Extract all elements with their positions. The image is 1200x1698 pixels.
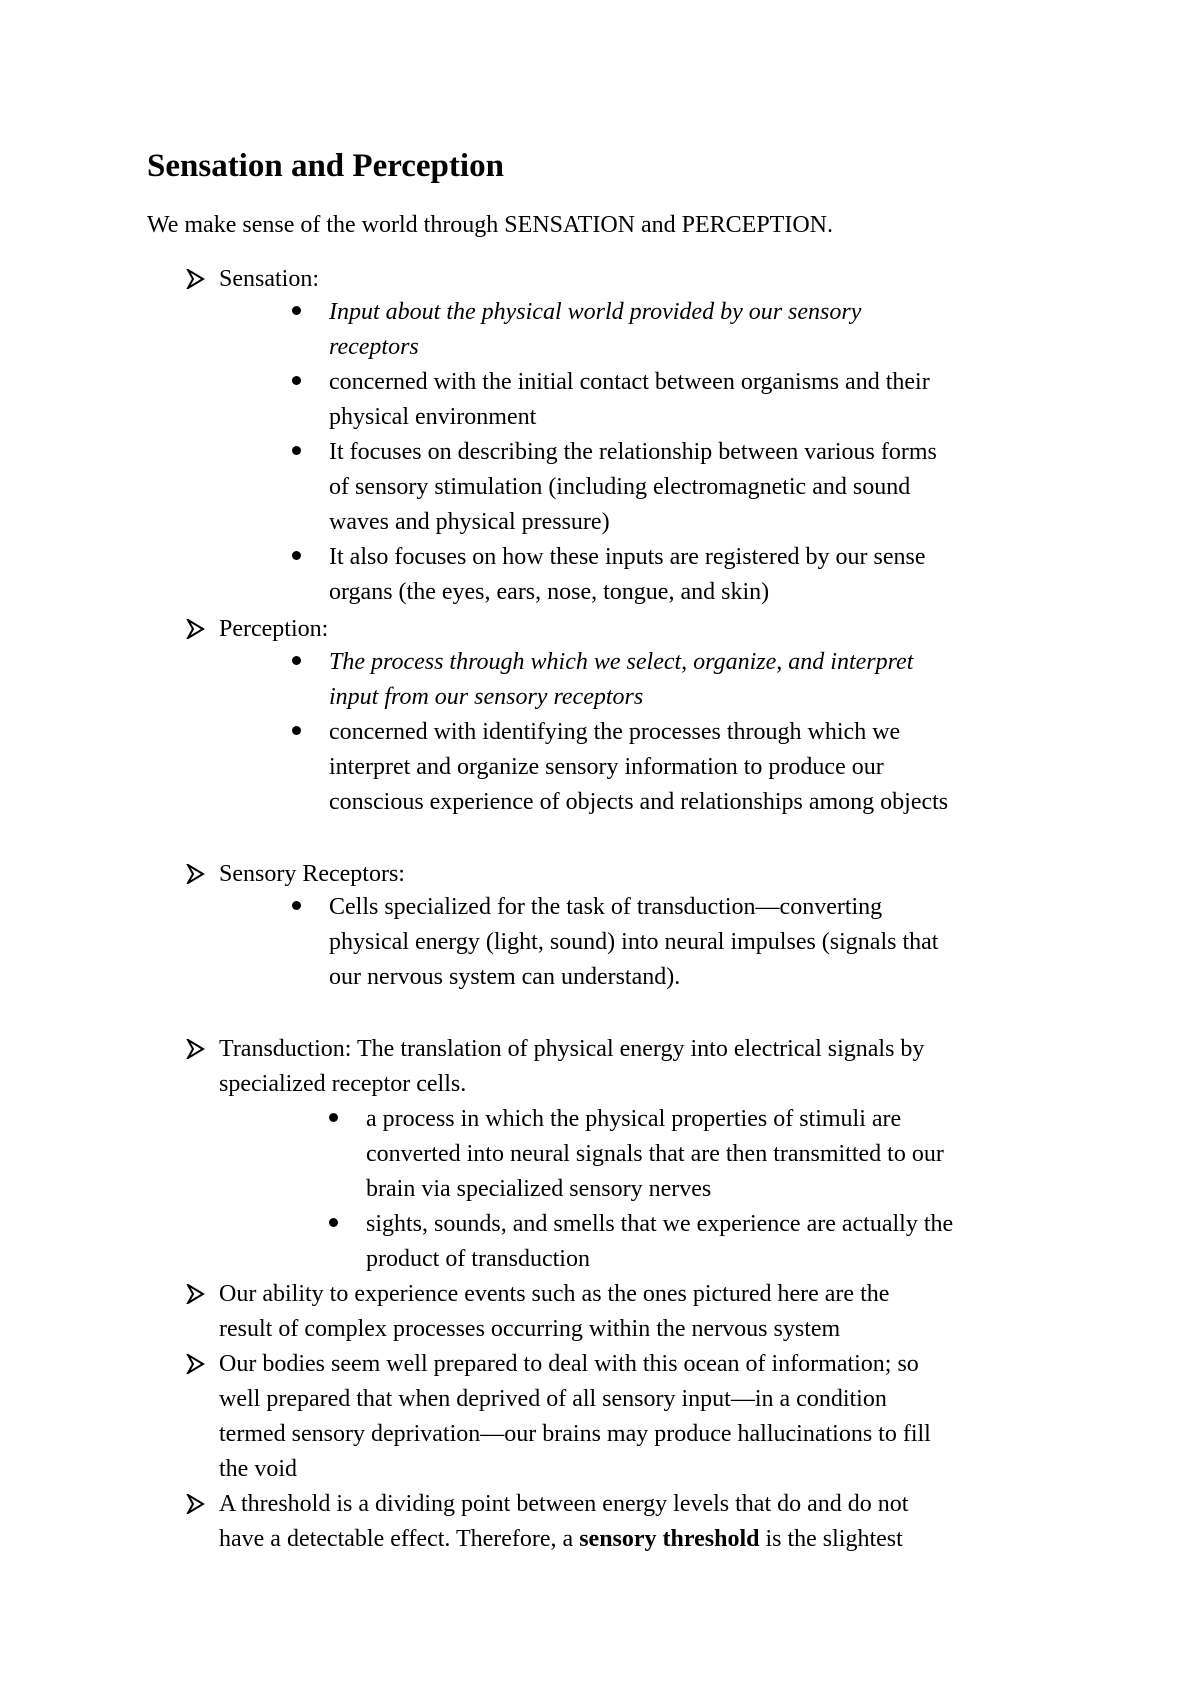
bullet-dot-icon	[292, 656, 301, 665]
sensation-bullet-1-line-2: receptors	[329, 334, 419, 360]
perception-bullet-2-line-2: interpret and organize sensory information to produce our	[329, 754, 884, 780]
bodies-line-2: well prepared that when deprived of all sensory input—in a condition	[219, 1386, 887, 1412]
bodies-line-3: termed sensory deprivation—our brains may produce hallucinations to fill	[219, 1421, 931, 1447]
transduction-bullet-2-line-2: product of transduction	[366, 1246, 590, 1272]
ability-line-1: Our ability to experience events such as the ones pictured here are the	[219, 1281, 890, 1307]
bullet-dot-icon	[292, 376, 301, 385]
intro-paragraph: We make sense of the world through SENSATION and PERCEPTION.	[147, 212, 833, 238]
bullet-dot-icon	[329, 1218, 338, 1227]
sensation-bullet-4-line-1: It also focuses on how these inputs are registered by our sense	[329, 544, 926, 570]
document-title: Sensation and Perception	[147, 148, 504, 184]
sensation-bullet-2-line-2: physical environment	[329, 404, 537, 430]
threshold-line-1: A threshold is a dividing point between energy levels that do and do not	[219, 1491, 909, 1517]
ability-line-2: result of complex processes occurring within the nervous system	[219, 1316, 841, 1342]
transduction-line-1: Transduction: The translation of physical energy into electrical signals by	[219, 1036, 925, 1062]
arrow-bullet-icon	[185, 1039, 205, 1059]
threshold-line-2	[219, 1522, 903, 1557]
transduction-line-2: specialized receptor cells.	[219, 1071, 467, 1097]
perception-bullet-1-line-2: input from our sensory receptors	[329, 684, 644, 710]
transduction-bullet-1-line-3: brain via specialized sensory nerves	[366, 1176, 712, 1202]
bullet-dot-icon	[292, 446, 301, 455]
receptors-bullet-1-line-1: Cells specialized for the task of transduction—converting	[329, 894, 883, 920]
receptors-bullet-1-line-2: physical energy (light, sound) into neural impulses (signals that	[329, 929, 939, 955]
sensation-bullet-3-line-3: waves and physical pressure)	[329, 509, 610, 535]
arrow-bullet-icon	[185, 1494, 205, 1514]
transduction-bullet-1-line-2: converted into neural signals that are then transmitted to our	[366, 1141, 944, 1167]
bodies-line-4: the void	[219, 1456, 297, 1482]
arrow-bullet-icon	[185, 269, 205, 289]
perception-heading: Perception:	[219, 616, 329, 642]
arrow-bullet-icon	[185, 1284, 205, 1304]
threshold-line-2-end: is the slightest	[759, 1526, 903, 1552]
perception-bullet-2-line-3: conscious experience of objects and relationships among objects	[329, 789, 949, 815]
transduction-bullet-1-line-1: a process in which the physical properties of stimuli are	[366, 1106, 902, 1132]
sensation-bullet-3-line-2: of sensory stimulation (including electromagnetic and sound	[329, 474, 911, 500]
receptors-heading: Sensory Receptors:	[219, 861, 405, 887]
bullet-dot-icon	[292, 551, 301, 560]
sensation-bullet-4-line-2: organs (the eyes, ears, nose, tongue, and skin)	[329, 579, 770, 605]
perception-bullet-1-line-1: The process through which we select, organize, and interpret	[329, 649, 914, 675]
perception-bullet-2-line-1: concerned with identifying the processes through which we	[329, 719, 901, 745]
bullet-dot-icon	[292, 901, 301, 910]
bullet-dot-icon	[292, 306, 301, 315]
sensation-heading: Sensation:	[219, 266, 319, 292]
arrow-bullet-icon	[185, 864, 205, 884]
sensation-bullet-3-line-1: It focuses on describing the relationship between various forms	[329, 439, 937, 465]
sensory-threshold-term: sensory threshold	[579, 1526, 760, 1552]
receptors-bullet-1-line-3: our nervous system can understand).	[329, 964, 681, 990]
bullet-dot-icon	[329, 1113, 338, 1122]
transduction-bullet-2-line-1: sights, sounds, and smells that we experience are actually the	[366, 1211, 954, 1237]
sensation-bullet-1-line-1: Input about the physical world provided by our sensory	[329, 299, 862, 325]
bodies-line-1: Our bodies seem well prepared to deal with this ocean of information; so	[219, 1351, 919, 1377]
arrow-bullet-icon	[185, 1354, 205, 1374]
sensation-bullet-2-line-1: concerned with the initial contact between organisms and their	[329, 369, 930, 395]
threshold-line-2-start: have a detectable effect. Therefore, a	[219, 1526, 580, 1552]
arrow-bullet-icon	[185, 619, 205, 639]
bullet-dot-icon	[292, 726, 301, 735]
